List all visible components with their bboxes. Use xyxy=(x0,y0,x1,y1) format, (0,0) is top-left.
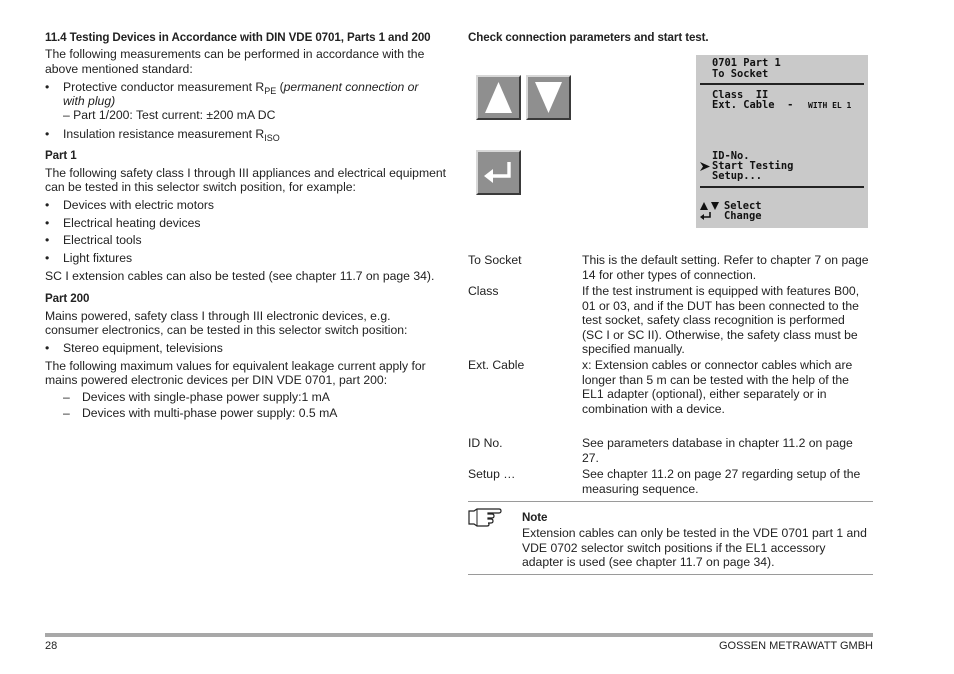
note-line: VDE 0702 selector switch positions if the EL1 accessory xyxy=(522,540,826,555)
part200-heading: Part 200 xyxy=(45,292,90,305)
part1-text-1: The following safety class I through III appliances and electrical equipment xyxy=(45,166,447,180)
note-top-rule xyxy=(468,501,873,502)
param-desc-line: 14 for other types of connection. xyxy=(582,267,757,282)
lcd-line: Start Testing xyxy=(712,160,794,172)
param-label: Setup … xyxy=(468,467,516,481)
bullet-pe: Protective conductor measurement $R_{PE}$ (permanent connection or xyxy=(63,80,419,96)
up-arrow-button[interactable] xyxy=(476,75,521,120)
bullet-pe-detail: – Part 1/200: Test current: ±200 mA DC xyxy=(63,108,276,122)
lcd-line: Select xyxy=(724,200,762,212)
lcd-divider xyxy=(700,186,864,188)
lcd-line: Setup... xyxy=(712,170,763,182)
lcd-line: ID-No. xyxy=(712,150,750,162)
part1-note: SC I extension cables can also be tested (see chapter 11.7 on page 34). xyxy=(45,269,435,283)
param-desc-line: specified manually. xyxy=(582,342,685,357)
param-desc xyxy=(582,253,874,282)
param-label: Class xyxy=(468,284,499,298)
param-desc xyxy=(582,358,874,416)
lcd-display xyxy=(696,55,868,228)
lcd-line: Ext. Cable - xyxy=(712,99,794,111)
param-desc-line: combination with a device. xyxy=(582,401,725,416)
enter-button[interactable] xyxy=(476,150,521,195)
param-desc xyxy=(582,467,874,496)
part200-limits-1: The following maximum values for equivalent leakage current apply for xyxy=(45,359,426,373)
down-arrow-icon xyxy=(528,77,569,118)
lcd-line: Change xyxy=(724,210,762,222)
up-down-icon xyxy=(700,202,720,211)
note-line: Extension cables can only be tested in the VDE 0701 part 1 and xyxy=(522,526,867,540)
part200-text-2: consumer electronics, can be tested in this selector switch position: xyxy=(45,323,408,337)
up-arrow-icon xyxy=(478,77,519,118)
enter-small-icon xyxy=(700,212,712,221)
param-desc-line: 01 or 03, and if the DUT has been connected to the xyxy=(582,298,859,313)
company-name: GOSSEN METRAWATT GMBH xyxy=(718,640,873,652)
param-desc xyxy=(582,284,874,357)
param-label: To Socket xyxy=(468,253,522,267)
bullet-dot: • xyxy=(45,80,50,94)
param-desc-line: EL1 adapter (optional), either separately or in xyxy=(582,387,827,402)
param-desc-line: longer than 5 m can be tested with the help of the xyxy=(582,372,849,387)
bullet-dot: • xyxy=(45,127,50,141)
param-desc-line: See parameters database in chapter 11.2 on page xyxy=(582,436,853,450)
page-number: 28 xyxy=(45,640,58,652)
param-desc-line: 27. xyxy=(582,450,599,465)
section-heading: 11.4 Testing Devices in Accordance with DIN VDE 0701, Parts 1 and 200 xyxy=(45,31,431,44)
param-desc-line: If the test instrument is equipped with features B00, xyxy=(582,284,860,298)
footer-rule xyxy=(45,633,873,637)
list-item: Devices with multi-phase power supply: 0.5 mA xyxy=(82,406,338,420)
param-desc-line: See chapter 11.2 on page 27 regarding setup of the xyxy=(582,467,861,481)
enter-icon xyxy=(478,152,519,193)
right-heading: Check connection parameters and start test. xyxy=(468,31,709,44)
intro-line-2: above mentioned standard: xyxy=(45,62,193,76)
bullet-pe-italic: with plug) xyxy=(63,94,116,108)
param-label: Ext. Cable xyxy=(468,358,525,372)
param-desc-line: This is the default setting. Refer to chapter 7 on page xyxy=(582,253,869,267)
list-item: Devices with single-phase power supply:1 mA xyxy=(82,390,330,404)
dash-marker: – xyxy=(63,406,70,420)
note-heading: Note xyxy=(522,511,548,524)
bullet-dot: • xyxy=(45,198,50,212)
bullet-dot: • xyxy=(45,251,50,265)
part1-text-2: can be tested in this selector switch position, for example: xyxy=(45,180,356,194)
param-desc-line: test socket, safety class recognition is performed xyxy=(582,313,845,328)
param-desc xyxy=(582,436,874,465)
intro-line-1: The following measurements can be performed in accordance with the xyxy=(45,47,425,61)
note-body xyxy=(522,526,874,570)
dash-marker: – xyxy=(63,390,70,404)
down-arrow-button[interactable] xyxy=(526,75,571,120)
param-label: ID No. xyxy=(468,436,503,450)
lcd-line-small: WITH EL 1 xyxy=(808,101,852,110)
list-item: Devices with electric motors xyxy=(63,198,215,212)
cursor-arrow-icon xyxy=(700,162,710,171)
bullet-dot: • xyxy=(45,216,50,230)
lcd-line: Class II xyxy=(712,89,769,101)
list-item: Light fixtures xyxy=(63,251,133,265)
param-desc-line: x: Extension cables or connector cables which are xyxy=(582,358,853,372)
list-item: Electrical heating devices xyxy=(63,216,201,230)
param-desc-line: measuring sequence. xyxy=(582,481,699,496)
bullet-dot: • xyxy=(45,233,50,247)
part200-text-1: Mains powered, safety class I through III electronic devices, e.g. xyxy=(45,309,391,323)
part200-limits-2: mains powered electronic devices per DIN VDE 0701, part 200: xyxy=(45,373,388,387)
lcd-line: To Socket xyxy=(712,68,769,80)
list-item: Stereo equipment, televisions xyxy=(63,341,223,355)
param-desc-line: (SC I or SC II). Otherwise, the safety class must be xyxy=(582,327,858,342)
pointing-hand-icon xyxy=(468,507,502,527)
lcd-divider xyxy=(700,83,864,85)
note-bottom-rule xyxy=(468,574,873,575)
bullet-iso: Insulation resistance measurement $R_{ISO}$ xyxy=(63,127,280,143)
bullet-dot: • xyxy=(45,341,50,355)
list-item: Electrical tools xyxy=(63,233,142,247)
part1-heading: Part 1 xyxy=(45,149,77,162)
note-line: adapter is used (see chapter 11.7 on page 34). xyxy=(522,555,775,570)
lcd-line: 0701 Part 1 xyxy=(712,57,781,69)
